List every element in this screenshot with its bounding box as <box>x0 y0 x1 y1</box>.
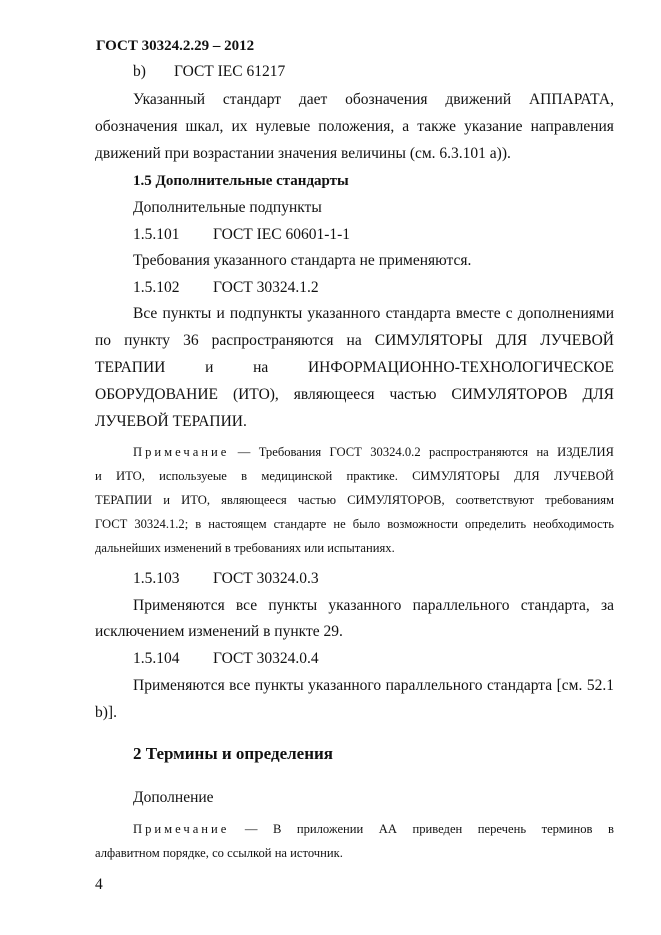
note-line: Примечание — В приложении АА приведен перечень терминов в <box>133 822 614 836</box>
note-line: и ИТО, используеые в медицинской практике. СИМУЛЯТОРЫ ДЛЯ ЛУЧЕВОЙ <box>95 469 614 483</box>
item-reference: ГОСТ IEC 60601-1-1 <box>213 226 351 243</box>
item-number: 1.5.103 <box>133 570 180 587</box>
section-heading: 1.5 Дополнительные стандарты <box>133 173 349 189</box>
note-line: дальнейших изменений в требованиях или испытаниях. <box>95 541 395 555</box>
paragraph-line: ОБОРУДОВАНИЕ (ИТО), являющееся частью СИМУЛЯТОРОВ ДЛЯ <box>95 386 614 403</box>
subheading: Дополнительные подпункты <box>133 199 322 216</box>
note-line: Примечание — Требования ГОСТ 30324.0.2 распространяются на ИЗДЕЛИЯ <box>133 445 614 459</box>
item-reference: ГОСТ 30324.0.3 <box>213 570 319 587</box>
paragraph-line: b)]. <box>95 704 117 721</box>
item-reference: ГОСТ 30324.0.4 <box>213 650 319 667</box>
item-number: 1.5.102 <box>133 279 180 296</box>
paragraph-line: Указанный стандарт дает обозначения движений АППАРАТА, <box>133 91 614 108</box>
item-number: 1.5.101 <box>133 226 180 243</box>
list-item-text: ГОСТ IEC 61217 <box>174 63 286 80</box>
paragraph-line: Применяются все пункты указанного параллельного стандарта, за <box>133 597 614 614</box>
note-label: Примечание <box>133 822 230 836</box>
note-label: Примечание <box>133 445 230 459</box>
paragraph-line: Требования указанного стандарта не применяются. <box>133 252 472 269</box>
paragraph-line: движений при возрастании значения величины (см. 6.3.101 а)). <box>95 145 511 162</box>
note-line: ТЕРАПИИ и ИТО, являющееся частью СИМУЛЯТОРОВ, соответствуют требованиям <box>95 493 614 507</box>
item-reference: ГОСТ 30324.1.2 <box>213 279 319 296</box>
subheading: Дополнение <box>133 789 214 806</box>
paragraph-line: ЛУЧЕВОЙ ТЕРАПИИ. <box>95 413 247 430</box>
note-line: алфавитном порядке, со ссылкой на источник. <box>95 846 343 860</box>
list-item-marker: b) <box>133 63 146 80</box>
page-number: 4 <box>95 876 103 893</box>
paragraph-line: исключением изменений в пункте 29. <box>95 623 343 640</box>
paragraph-line: Все пункты и подпункты указанного стандарта вместе с дополнениями <box>133 305 614 322</box>
document-header: ГОСТ 30324.2.29 – 2012 <box>96 38 255 54</box>
paragraph-line: обозначения шкал, их нулевые положения, а также указание направления <box>95 118 614 135</box>
paragraph-line: Применяются все пункты указанного параллельного стандарта [см. 52.1 <box>133 677 614 694</box>
note-line: ГОСТ 30324.1.2; в настоящем стандарте не было возможности определить необходимость <box>95 517 614 531</box>
paragraph-line: по пункту 36 распространяются на СИМУЛЯТОРЫ ДЛЯ ЛУЧЕВОЙ <box>95 332 614 349</box>
item-number: 1.5.104 <box>133 650 180 667</box>
paragraph-line: ТЕРАПИИ и на ИНФОРМАЦИОННО-ТЕХНОЛОГИЧЕСКОЕ <box>95 359 614 376</box>
section-heading: 2 Термины и определения <box>133 744 334 763</box>
